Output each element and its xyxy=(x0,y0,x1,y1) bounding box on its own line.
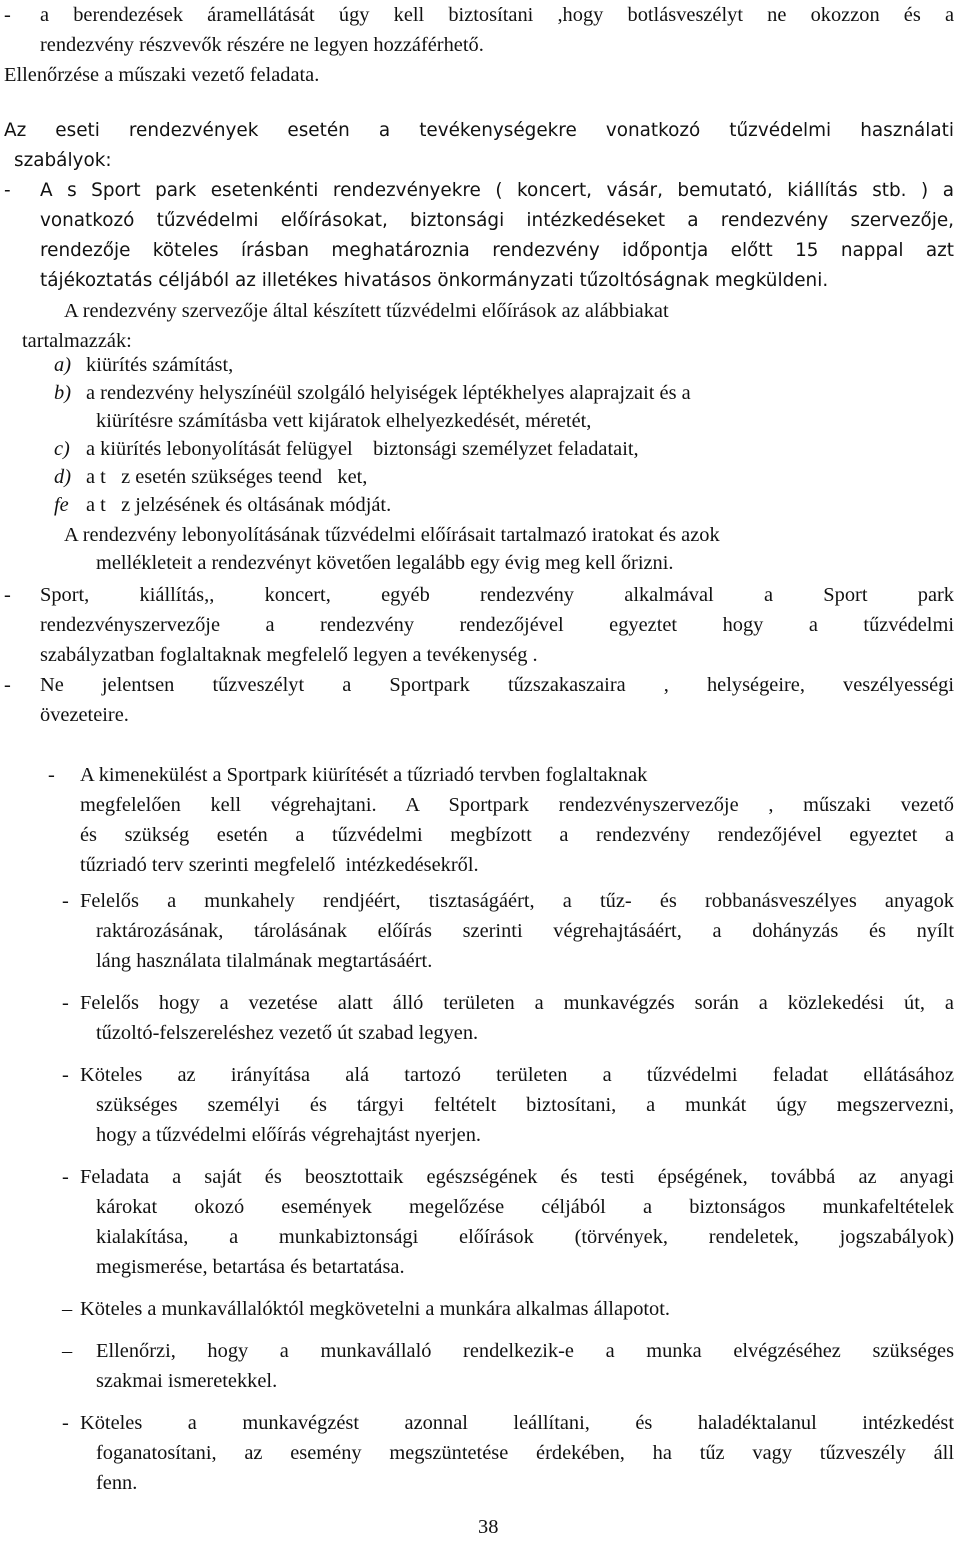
text-line: a t z esetén szükséges teend ket, xyxy=(86,466,368,488)
bullet-dash: - xyxy=(62,1064,69,1086)
text-line: szükséges személyi és tárgyi feltételt biztosítani, a munkát úgy megszervezni, xyxy=(96,1094,954,1116)
list-marker: b) xyxy=(54,382,71,404)
text-line: rendezvény részvevők részére ne legyen hozzáférhető. xyxy=(40,34,484,56)
text-line: Köteles a munkavégzést azonnal leállítani, és haladéktalanul intézkedést xyxy=(80,1412,954,1434)
bullet-dash: - xyxy=(4,4,11,26)
text-line: Ellenőrzi, hogy a munkavállaló rendelkezik-e a munka elvégzéséhez szükséges xyxy=(96,1340,954,1362)
text-line: A rendezvény szervezője által készített tűzvédelmi előírások az alábbiakat xyxy=(64,300,669,322)
bullet-dash: - xyxy=(62,890,69,912)
text-line: Felelős a munkahely rendjéért, tisztaságáért, a tűz- és robbanásveszélyes anyagok xyxy=(80,890,954,912)
list-marker: c) xyxy=(54,438,70,460)
text-line: szabályok: xyxy=(14,150,112,171)
text-line: Feladata a saját és beosztottaik egészségének és testi épségének, továbbá az anyagi xyxy=(80,1166,954,1188)
bullet-dash: - xyxy=(62,1166,69,1188)
text-line: és szükség esetén a tűzvédelmi megbízott a rendezvény rendezőjével egyeztet a xyxy=(80,824,954,846)
text-line: tűzoltó-felszereléshez vezető út szabad legyen. xyxy=(96,1022,479,1044)
list-marker: a) xyxy=(54,354,71,376)
text-line: szakmai ismeretekkel. xyxy=(96,1370,278,1392)
bullet-endash: – xyxy=(62,1340,73,1362)
text-line: tartalmazzák: xyxy=(22,330,132,352)
text-line: fenn. xyxy=(96,1472,138,1494)
text-line: raktározásának, tárolásának előírás szerinti végrehajtásáért, a dohányzás és nyílt xyxy=(96,920,954,942)
bullet-dash: - xyxy=(4,674,11,696)
bullet-dash: - xyxy=(48,764,55,786)
text-line: kiürítés számítást, xyxy=(86,354,234,376)
text-line: Köteles a munkavállalóktól megkövetelni a munkára alkalmas állapotot. xyxy=(80,1298,671,1320)
text-line: Köteles az irányítása alá tartozó területen a tűzvédelmi feladat ellátásához xyxy=(80,1064,954,1086)
text-line: a kiürítés lebonyolítását felügyel biztonsági személyzet feladatait, xyxy=(86,438,639,460)
text-line: megfelelően kell végrehajtani. A Sportpark rendezvényszervezője , műszaki vezető xyxy=(80,794,954,816)
text-line: kialakítása, a munkabiztonsági előírások (törvények, rendeletek, jogszabályok) xyxy=(96,1226,954,1248)
text-line: kiürítésre számításba vett kijáratok elhelyezkedését, méretét, xyxy=(96,410,592,432)
text-line: hogy a tűzvédelmi előírás végrehajtást nyerjen. xyxy=(96,1124,482,1146)
text-line: rendezője köteles írásban meghatároznia rendezvény időpontja előtt 15 nappal azt xyxy=(40,240,954,261)
text-line: Sport, kiállítás,, koncert, egyéb rendezvény alkalmával a Sport park xyxy=(40,584,954,606)
text-line: szabályzatban foglaltaknak megfelelő legyen a tevékenység . xyxy=(40,644,538,666)
text-line: Ne jelentsen tűzveszélyt a Sportpark tűzszakaszaira , helységeire, veszélyességi xyxy=(40,674,954,696)
text-line: a berendezések áramellátását úgy kell biztosítani ,hogy botlásveszélyt ne okozzon és a xyxy=(40,4,954,26)
text-line: megismerése, betartása és betartatása. xyxy=(96,1256,405,1278)
text-line: foganatosítani, az esemény megszüntetése érdekében, ha tűz vagy tűzveszély áll xyxy=(96,1442,954,1464)
bullet-dash: - xyxy=(62,1412,69,1434)
text-line: tájékoztatás céljából az illetékes hivatásos önkormányzati tűzoltóságnak megküldeni. xyxy=(40,270,829,291)
text-line: Az eseti rendezvények esetén a tevékenységekre vonatkozó tűzvédelmi használati xyxy=(4,120,954,141)
text-line: A rendezvény lebonyolításának tűzvédelmi előírásait tartalmazó iratokat és azok xyxy=(64,524,720,546)
list-marker: fe xyxy=(54,494,69,516)
text-line: láng használata tilalmának megtartásáért. xyxy=(96,950,433,972)
page-number: 38 xyxy=(478,1516,499,1538)
text-line: Felelős hogy a vezetése alatt álló területen a munkavégzés során a közlekedési út, a xyxy=(80,992,954,1014)
text-line: A kimenekülést a Sportpark kiürítését a tűzriadó tervben foglaltaknak xyxy=(80,764,648,786)
text-line: a t z jelzésének és oltásának módját. xyxy=(86,494,392,516)
bullet-dash: - xyxy=(4,584,11,606)
bullet-dash: - xyxy=(4,180,11,201)
text-line: mellékleteit a rendezvényt követően legalább egy évig meg kell őrizni. xyxy=(96,552,674,574)
text-line: vonatkozó tűzvédelmi előírásokat, biztonsági intézkedéseket a rendezvény szervezője, xyxy=(40,210,954,231)
text-line: rendezvényszervezője a rendezvény rendezőjével egyeztet hogy a tűzvédelmi xyxy=(40,614,954,636)
text-line: a rendezvény helyszínéül szolgáló helyiségek léptékhelyes alaprajzait és a xyxy=(86,382,691,404)
list-marker: d) xyxy=(54,466,71,488)
text-line: A s Sport park esetenkénti rendezvényekre ( koncert, vásár, bemutató, kiállítás stb. ) a xyxy=(40,180,954,201)
text-line: károkat okozó események megelőzése céljából a biztonságos munkafeltételek xyxy=(96,1196,954,1218)
text-line: tűzriadó terv szerinti megfelelő intézkedésekről. xyxy=(80,854,479,876)
bullet-dash: - xyxy=(62,992,69,1014)
text-line: övezeteire. xyxy=(40,704,129,726)
text-line: Ellenőrzése a műszaki vezető feladata. xyxy=(4,64,320,86)
bullet-endash: – xyxy=(62,1298,73,1320)
